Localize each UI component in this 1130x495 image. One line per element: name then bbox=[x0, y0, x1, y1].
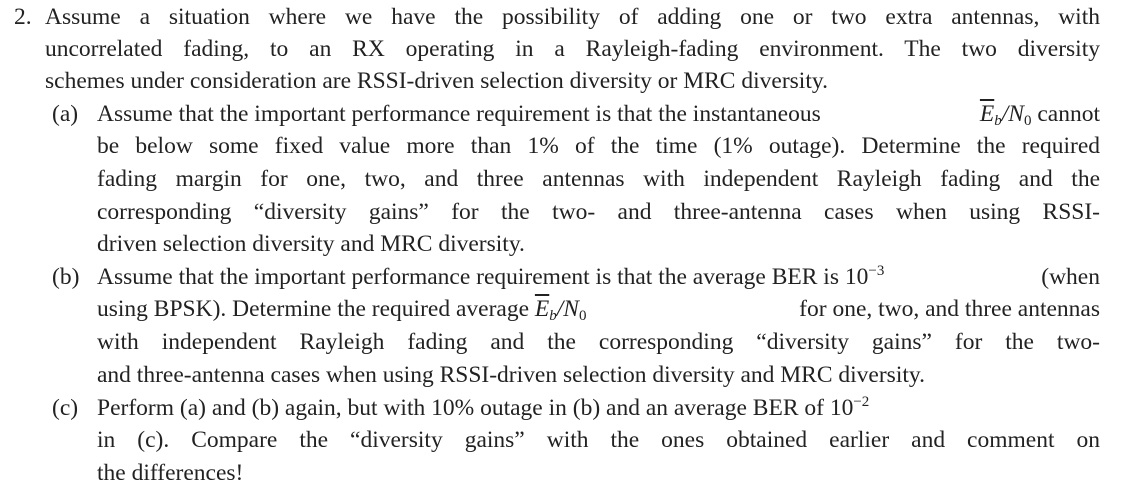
intro-line-3: schemes under consideration are RSSI-driven selection diversity or MRC diversity. bbox=[45, 68, 828, 94]
part-a-line-2: be below some fixed value more than 1% of the time (1% outage). Determine the required bbox=[97, 133, 1100, 159]
part-a-line-3: fading margin for one, two, and three antennas with independent Rayleigh fading and the bbox=[97, 166, 1100, 192]
part-a-line-5: driven selection diversity and MRC diversity. bbox=[97, 231, 525, 257]
part-b-line-4: and three-antenna cases when using RSSI-driven selection diversity and MRC diversity. bbox=[97, 362, 925, 388]
part-a-line-4: corresponding “diversity gains” for the two- and three-antenna cases when using RSSI- bbox=[97, 199, 1100, 225]
part-b-line-3: with independent Rayleigh fading and the corresponding “diversity gains” for the two- bbox=[97, 329, 1100, 355]
part-c-line-1-text: Perform (a) and (b) again, but with 10% outage in (b) and an average BER of $10^{-2}$ bbox=[97, 394, 870, 421]
eb-over-n0-math: $\overline{E}_b/N_0$ cannot bbox=[979, 101, 1100, 129]
part-b-line-2 bbox=[97, 294, 1100, 325]
part-b-line-1 bbox=[97, 262, 1100, 293]
part-a-line-1 bbox=[97, 99, 1100, 130]
part-a-label: (a) bbox=[52, 101, 79, 127]
part-c-line-2: in (c). Compare the “diversity gains” with the ones obtained earlier and comment on bbox=[97, 427, 1100, 453]
part-c-label: (c) bbox=[52, 395, 79, 421]
part-a-line-1-text: Assume that the important performance requirement is that the instantaneous bbox=[97, 101, 827, 127]
part-b-line-2-tail: for one, two, and three antennas bbox=[793, 296, 1100, 322]
part-b-line-1-tail: (when bbox=[1035, 264, 1100, 290]
intro-line-2: uncorrelated fading, to an RX operating in a Rayleigh-fading environment. The two diversity bbox=[45, 36, 1100, 62]
problem-number: 2. bbox=[14, 4, 32, 30]
part-b-line-1-text: Assume that the important performance requirement is that the average BER is $10^{-3}$ bbox=[97, 263, 885, 290]
part-c-line-1 bbox=[97, 393, 1100, 424]
part-b-line-2-text: using BPSK). Determine the required average $\overline{E}_b/N_0$ bbox=[97, 296, 587, 324]
intro-line-1: Assume a situation where we have the possibility of adding one or two extra antennas, with bbox=[45, 4, 1100, 30]
part-c-line-3: the differences! bbox=[97, 460, 244, 486]
part-b-label: (b) bbox=[52, 264, 80, 290]
